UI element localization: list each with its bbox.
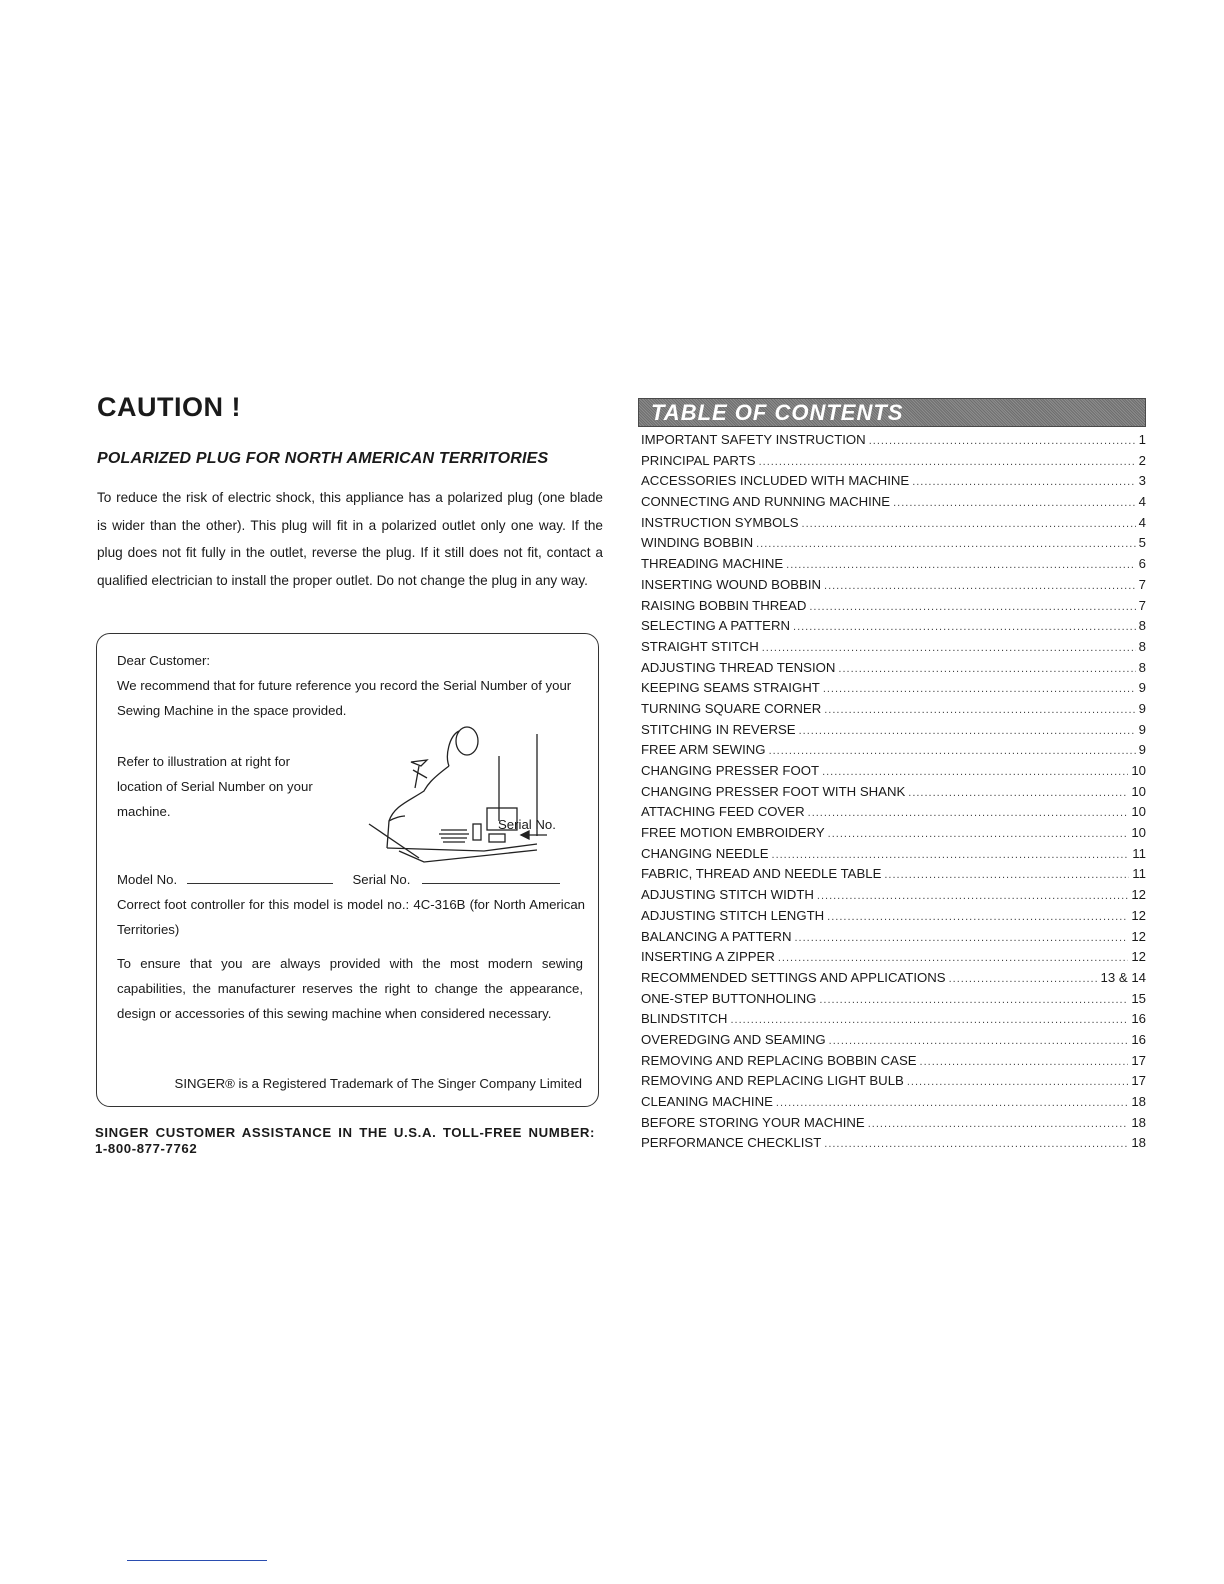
toc-entry-label: ADJUSTING STITCH LENGTH bbox=[641, 907, 825, 923]
toc-entry-page: 6 bbox=[1138, 556, 1146, 572]
toc-entry-label: INSERTING WOUND BOBBIN bbox=[641, 576, 822, 592]
toc-leader-dots bbox=[827, 908, 1128, 923]
toc-entry[interactable] bbox=[641, 515, 1146, 536]
toc-leader-dots bbox=[808, 804, 1129, 819]
toc-entry[interactable] bbox=[641, 929, 1146, 950]
toc-entry-label: PRINCIPAL PARTS bbox=[641, 452, 756, 468]
toc-banner bbox=[638, 398, 1146, 427]
serial-no-blank bbox=[422, 869, 560, 884]
toc-entry[interactable] bbox=[641, 432, 1146, 453]
foot-controller-note: Correct foot controller for this model is model no.: 4C-316B (for North American Territories) bbox=[117, 897, 585, 937]
toc-entry-label: WINDING BOBBIN bbox=[641, 535, 754, 551]
toc-entry-page: 10 bbox=[1131, 763, 1146, 778]
toc-entry-label: FREE ARM SEWING bbox=[641, 742, 766, 758]
toc-entry-page: 10 bbox=[1131, 825, 1146, 841]
toc-entry[interactable] bbox=[641, 763, 1146, 784]
toc-entry-label: IMPORTANT SAFETY INSTRUCTION bbox=[641, 432, 866, 447]
toc-entry[interactable] bbox=[641, 598, 1146, 619]
customer-notice-box bbox=[96, 633, 599, 1107]
serial-number-callout: Serial No. bbox=[498, 817, 556, 832]
toc-leader-dots bbox=[828, 825, 1129, 840]
toc-entry-page: 10 bbox=[1131, 783, 1146, 799]
toc-leader-dots bbox=[822, 763, 1128, 778]
serial-no-label: Serial No. bbox=[352, 872, 411, 887]
toc-entry-label: REMOVING AND REPLACING LIGHT BULB bbox=[641, 1073, 904, 1089]
toc-entry[interactable] bbox=[641, 618, 1146, 639]
toc-entry[interactable] bbox=[641, 1032, 1146, 1053]
toc-entry[interactable] bbox=[641, 742, 1146, 763]
toc-leader-dots bbox=[794, 929, 1128, 944]
toc-leader-dots bbox=[829, 1032, 1129, 1047]
illustration-reference: Refer to illustration at right for location of Serial Number on your machine. bbox=[117, 754, 313, 819]
toc-entry-page: 13 & 14 bbox=[1100, 969, 1146, 985]
toc-leader-dots bbox=[786, 556, 1136, 571]
toc-entry[interactable] bbox=[641, 804, 1146, 825]
toc-leader-dots bbox=[824, 577, 1136, 592]
toc-entry-page: 9 bbox=[1138, 721, 1146, 737]
model-no-label: Model No. bbox=[117, 872, 178, 887]
toc-entry-label: CLEANING MACHINE bbox=[641, 1094, 773, 1109]
toc-entry-label: CONNECTING AND RUNNING MACHINE bbox=[641, 494, 891, 510]
toc-entry-page: 9 bbox=[1138, 742, 1146, 758]
model-no-blank bbox=[187, 869, 333, 884]
toc-entry-page: 17 bbox=[1131, 1052, 1146, 1068]
trademark-notice: SINGER® is a Registered Trademark of The Singer Company Limited bbox=[174, 1076, 582, 1091]
toc-entry[interactable] bbox=[641, 660, 1146, 681]
toc-leader-dots bbox=[838, 660, 1135, 675]
toc-leader-dots bbox=[809, 598, 1135, 613]
toc-entry[interactable] bbox=[641, 577, 1146, 598]
toc-entry-label: OVEREDGING AND SEAMING bbox=[641, 1031, 826, 1047]
toc-leader-dots bbox=[759, 453, 1136, 468]
toc-entry-page: 9 bbox=[1138, 680, 1146, 696]
toc-leader-dots bbox=[793, 618, 1136, 633]
toc-entry-label: CHANGING PRESSER FOOT WITH SHANK bbox=[641, 783, 906, 799]
toc-entry-label: BALANCING A PATTERN bbox=[641, 928, 792, 944]
toc-entry[interactable] bbox=[641, 1135, 1146, 1156]
toc-entry-page: 16 bbox=[1131, 1011, 1146, 1027]
toc-entry-label: RECOMMENDED SETTINGS AND APPLICATIONS bbox=[641, 969, 946, 985]
toc-entry-page: 7 bbox=[1138, 597, 1146, 613]
toc-entry-label: CHANGING PRESSER FOOT bbox=[641, 763, 820, 778]
toc-entry[interactable] bbox=[641, 722, 1146, 743]
sewing-machine-serial-illustration bbox=[309, 726, 569, 866]
toc-leader-dots bbox=[778, 949, 1128, 964]
toc-entry-page: 8 bbox=[1138, 659, 1146, 675]
toc-entry[interactable] bbox=[641, 1073, 1146, 1094]
toc-entry[interactable] bbox=[641, 908, 1146, 929]
toc-entry-label: KEEPING SEAMS STRAIGHT bbox=[641, 680, 820, 696]
toc-entry[interactable] bbox=[641, 866, 1146, 887]
toc-entry-label: FREE MOTION EMBROIDERY bbox=[641, 825, 825, 841]
toc-title: TABLE OF CONTENTS bbox=[651, 400, 904, 425]
toc-entry-label: FABRIC, THREAD AND NEEDLE TABLE bbox=[641, 866, 882, 882]
toc-entry[interactable] bbox=[641, 784, 1146, 805]
toc-entry[interactable] bbox=[641, 680, 1146, 701]
toc-entry-page: 5 bbox=[1138, 535, 1146, 551]
polarized-plug-text: To reduce the risk of electric shock, this appliance has a polarized plug (one blade is wider than the other). This plug will fit in a polarized outlet only one way. If the plug does not fit fully in the outlet, reverse the plug. If it still does not fit, contact a qualified electrician to install the proper outlet. Do not change the plug in any way. bbox=[97, 490, 603, 588]
toc-entry[interactable] bbox=[641, 991, 1146, 1012]
model-serial-entry-line bbox=[117, 867, 585, 892]
toc-leader-dots bbox=[949, 970, 1098, 985]
toc-entry-page: 11 bbox=[1132, 845, 1146, 861]
toc-entry-label: INSERTING A ZIPPER bbox=[641, 949, 775, 965]
polarized-plug-heading: POLARIZED PLUG FOR NORTH AMERICAN TERRITORIES bbox=[97, 450, 549, 467]
toc-entry[interactable] bbox=[641, 639, 1146, 660]
design-change-notice: To ensure that you are always provided with the most modern sewing capabilities, the manufacturer reserves the right to change the appearance, design or accessories of this sewing machine when considered necessary. bbox=[117, 956, 583, 1021]
toc-leader-dots bbox=[776, 1094, 1128, 1109]
toc-leader-dots bbox=[824, 1135, 1128, 1150]
toc-entry-label: SELECTING A PATTERN bbox=[641, 618, 791, 634]
toc-entry[interactable] bbox=[641, 473, 1146, 494]
toc-entry[interactable] bbox=[641, 453, 1146, 474]
toc-entry-page: 4 bbox=[1138, 514, 1146, 530]
toc-leader-dots bbox=[730, 1011, 1128, 1026]
toc-leader-dots bbox=[920, 1053, 1129, 1068]
toc-entry-page: 9 bbox=[1138, 700, 1146, 716]
toc-leader-dots bbox=[756, 535, 1136, 550]
toc-entry-label: TURNING SQUARE CORNER bbox=[641, 700, 822, 716]
toc-leader-dots bbox=[802, 515, 1136, 530]
toc-leader-dots bbox=[907, 1073, 1128, 1088]
toc-leader-dots bbox=[824, 701, 1135, 716]
toc-entry-page: 7 bbox=[1138, 576, 1146, 592]
toc-entry-label: ADJUSTING STITCH WIDTH bbox=[641, 887, 814, 903]
toc-entry-page: 12 bbox=[1131, 907, 1146, 923]
customer-assistance-number: SINGER CUSTOMER ASSISTANCE IN THE U.S.A. TOLL-FREE NUMBER: 1-800-877-7762 bbox=[95, 1125, 595, 1156]
toc-leader-dots bbox=[893, 494, 1136, 509]
toc-entry[interactable] bbox=[641, 1094, 1146, 1115]
toc-entry-label: BLINDSTITCH bbox=[641, 1011, 728, 1027]
toc-leader-dots bbox=[884, 866, 1129, 881]
toc-entry[interactable] bbox=[641, 949, 1146, 970]
toc-entry[interactable] bbox=[641, 1053, 1146, 1074]
toc-entry-label: ATTACHING FEED COVER bbox=[641, 804, 805, 820]
toc-entry-label: ONE-STEP BUTTONHOLING bbox=[641, 990, 817, 1006]
toc-entry-label: ACCESSORIES INCLUDED WITH MACHINE bbox=[641, 473, 910, 489]
toc-entry-page: 18 bbox=[1131, 1114, 1146, 1130]
toc-entry-label: THREADING MACHINE bbox=[641, 556, 784, 572]
caution-title: CAUTION ! bbox=[97, 392, 241, 422]
toc-entry[interactable] bbox=[641, 970, 1146, 991]
toc-entry-label: REMOVING AND REPLACING BOBBIN CASE bbox=[641, 1052, 917, 1068]
toc-entry-label: STITCHING IN REVERSE bbox=[641, 721, 796, 737]
toc-entry-page: 2 bbox=[1138, 452, 1146, 468]
toc-entry-label: CHANGING NEEDLE bbox=[641, 845, 769, 861]
toc-entry-page: 8 bbox=[1138, 638, 1146, 654]
toc-leader-dots bbox=[868, 1115, 1129, 1130]
toc-entry[interactable] bbox=[641, 535, 1146, 556]
toc-leader-dots bbox=[869, 432, 1136, 447]
toc-entry-label: ADJUSTING THREAD TENSION bbox=[641, 659, 836, 675]
toc-entry-page: 15 bbox=[1131, 990, 1146, 1006]
toc-entry[interactable] bbox=[641, 1115, 1146, 1136]
toc-entry-page: 17 bbox=[1131, 1073, 1146, 1089]
toc-entry-page: 12 bbox=[1131, 928, 1146, 944]
toc-entry-page: 8 bbox=[1138, 618, 1146, 634]
toc-entry-page: 1 bbox=[1138, 432, 1146, 447]
toc-leader-dots bbox=[769, 742, 1136, 757]
toc-leader-dots bbox=[819, 991, 1128, 1006]
toc-leader-dots bbox=[772, 846, 1130, 861]
toc-entry-label: RAISING BOBBIN THREAD bbox=[641, 597, 807, 613]
toc-entry-label: PERFORMANCE CHECKLIST bbox=[641, 1135, 822, 1151]
toc-entry[interactable] bbox=[641, 825, 1146, 846]
toc-entry-page: 4 bbox=[1138, 494, 1146, 510]
toc-list bbox=[641, 432, 1146, 1156]
footnote-rule bbox=[127, 1560, 267, 1561]
toc-entry[interactable] bbox=[641, 701, 1146, 722]
toc-entry[interactable] bbox=[641, 887, 1146, 908]
toc-entry-page: 18 bbox=[1131, 1094, 1146, 1109]
toc-leader-dots bbox=[908, 784, 1128, 799]
toc-entry-page: 12 bbox=[1131, 949, 1146, 965]
toc-entry-page: 16 bbox=[1131, 1031, 1146, 1047]
toc-entry-page: 18 bbox=[1131, 1135, 1146, 1151]
toc-leader-dots bbox=[912, 473, 1135, 488]
toc-entry-page: 3 bbox=[1138, 473, 1146, 489]
dear-customer: Dear Customer: bbox=[117, 653, 211, 668]
toc-leader-dots bbox=[817, 887, 1128, 902]
toc-leader-dots bbox=[762, 639, 1136, 654]
toc-entry-page: 10 bbox=[1131, 804, 1146, 820]
toc-entry-label: BEFORE STORING YOUR MACHINE bbox=[641, 1114, 865, 1130]
toc-leader-dots bbox=[799, 722, 1136, 737]
toc-entry-page: 11 bbox=[1132, 866, 1146, 882]
toc-entry-label: STRAIGHT STITCH bbox=[641, 638, 759, 654]
toc-entry[interactable] bbox=[641, 1011, 1146, 1032]
toc-entry[interactable] bbox=[641, 556, 1146, 577]
serial-recommendation: We recommend that for future reference you record the Serial Number of your Sewing Machine in the space provided. bbox=[117, 678, 572, 718]
toc-entry[interactable] bbox=[641, 846, 1146, 867]
toc-entry-label: INSTRUCTION SYMBOLS bbox=[641, 514, 799, 530]
toc-leader-dots bbox=[823, 680, 1136, 695]
toc-entry-page: 12 bbox=[1131, 887, 1146, 903]
toc-entry[interactable] bbox=[641, 494, 1146, 515]
